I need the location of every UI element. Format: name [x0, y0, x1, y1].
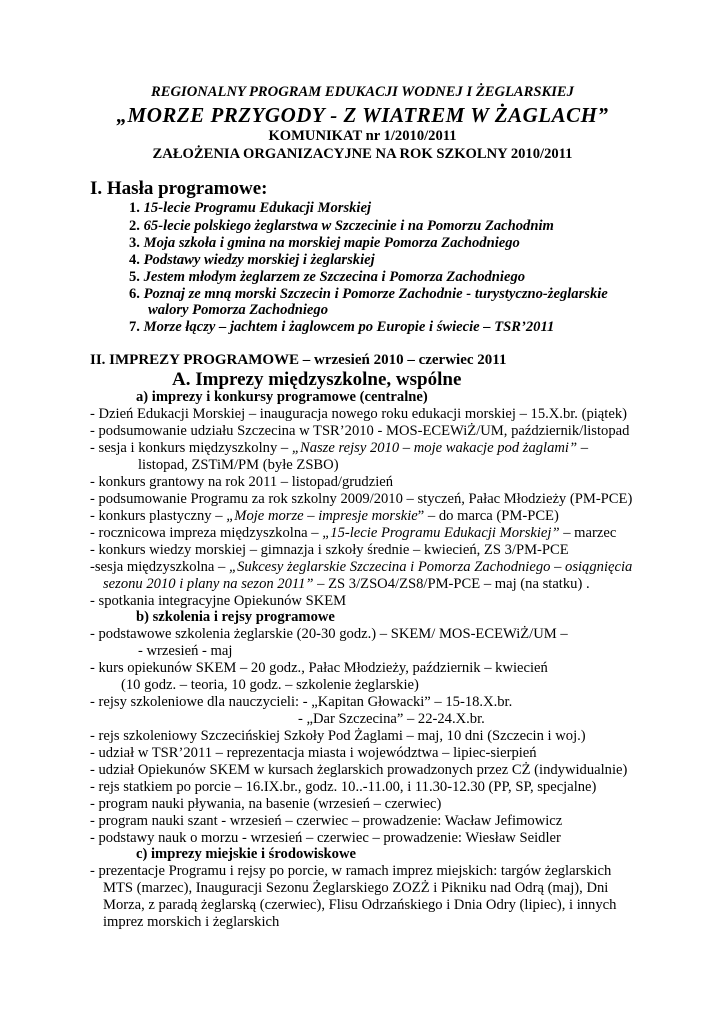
city-event-line-continuation: imprez morskich i żeglarskich: [103, 914, 280, 930]
subsection-a-c-heading: c) imprezy miejskie i środowiskowe: [136, 846, 356, 862]
event-line-continuation: sezonu 2010 i plany na sezon 2011” – ZS 3/ZSO4/ZS8/PM-PCE – maj (na statku) .: [103, 576, 590, 592]
event-line: - konkurs wiedzy morskiej – gimnazja i szkoły średnie – kwiecień, ZS 3/PM-PCE: [90, 542, 569, 558]
training-line: - program nauki szant - wrzesień – czerwiec – prowadzenie: Wacław Jefimowicz: [90, 813, 563, 829]
city-event-line: - prezentacje Programu i rejsy po porcie, w ramach imprez miejskich: targów żeglarskich: [90, 863, 612, 879]
event-line: - podsumowanie Programu za rok szkolny 2009/2010 – styczeń, Pałac Młodzieży (PM-PCE): [90, 491, 633, 507]
training-line: - rejsy szkoleniowe dla nauczycieli: - „Kapitan Głowacki” – 15-18.X.br.: [90, 694, 513, 710]
city-event-line-continuation: Morza, z paradą żeglarską (czerwiec), Flisu Odrzańskiego i Dnia Odry (lipiec), i innych: [103, 897, 617, 913]
training-line: - udział w TSR’2011 – reprezentacja miasta i województwa – lipiec-sierpień: [90, 745, 537, 761]
slogan-item: 6. Poznaj ze mną morski Szczecin i Pomorze Zachodnie - turystyczno-żeglarskie: [129, 286, 608, 302]
slogan-item: 4. Podstawy wiedzy morskiej i żeglarskiej: [129, 252, 375, 268]
slogan-item-continuation: walory Pomorza Zachodniego: [148, 302, 328, 318]
training-line: - podstawowe szkolenia żeglarskie (20-30 godz.) – SKEM/ MOS-ECEWiŻ/UM –: [90, 626, 568, 642]
event-line: - konkurs plastyczny – „Moje morze – impresje morskie” – do marca (PM-PCE): [90, 508, 559, 524]
training-line-continuation: - „Dar Szczecina” – 22-24.X.br.: [298, 711, 485, 727]
event-line: - spotkania integracyjne Opiekunów SKEM: [90, 593, 347, 609]
training-line-continuation: (10 godz. – teoria, 10 godz. – szkolenie żeglarskie): [121, 677, 419, 693]
training-line: - udział Opiekunów SKEM w kursach żeglarskich prowadzonych przez CŻ (indywidualnie): [90, 762, 628, 778]
slogan-item: 3. Moja szkoła i gmina na morskiej mapie Pomorza Zachodniego: [129, 235, 520, 251]
slogan-item: 7. Morze łączy – jachtem i żaglowcem po Europie i świecie – TSR’2011: [129, 319, 555, 335]
slogan-item: 1. 15-lecie Programu Edukacji Morskiej: [129, 200, 372, 216]
event-line-continuation: listopad, ZSTiM/PM (byłe ZSBO): [138, 457, 339, 473]
subsection-a-a-heading: a) imprezy i konkursy programowe (centralne): [136, 389, 428, 405]
training-line-continuation: - wrzesień - maj: [138, 643, 233, 659]
event-line: - rocznicowa impreza międzyszkolna – „15-lecie Programu Edukacji Morskiej” – marzec: [90, 525, 617, 541]
training-line: - rejs statkiem po porcie – 16.IX.br., godz. 10..-11.00, i 11.30-12.30 (PP, SP, specjalne): [90, 779, 597, 795]
training-line: - podstawy nauk o morzu - wrzesień – czerwiec – prowadzenie: Wiesław Seidler: [90, 830, 561, 846]
event-line: - konkurs grantowy na rok 2011 – listopad/grudzień: [90, 474, 394, 490]
city-event-line-continuation: MTS (marzec), Inauguracji Sezonu Żeglarskiego ZOZŻ i Pikniku nad Odrą (maj), Dni: [103, 880, 609, 896]
program-name: REGIONALNY PROGRAM EDUKACJI WODNEJ I ŻEGLARSKIEJ: [151, 84, 574, 100]
section-2-heading: II. IMPREZY PROGRAMOWE – wrzesień 2010 – czerwiec 2011: [90, 352, 507, 368]
organizational-assumptions-title: ZAŁOŻENIA ORGANIZACYJNE NA ROK SZKOLNY 2010/2011: [152, 146, 573, 162]
event-line: - podsumowanie udziału Szczecina w TSR’2010 - MOS-ECEWiŻ/UM, październik/listopad: [90, 423, 630, 439]
komunikat-number: KOMUNIKAT nr 1/2010/2011: [268, 128, 457, 144]
training-line: - rejs szkoleniowy Szczecińskiej Szkoły Pod Żaglami – maj, 10 dni (Szczecin i woj.): [90, 728, 586, 744]
event-line: - Dzień Edukacji Morskiej – inauguracja nowego roku edukacji morskiej – 15.X.br. (piątek): [90, 406, 627, 422]
slogan-item: 2. 65-lecie polskiego żeglarstwa w Szczecinie i na Pomorzu Zachodnim: [129, 218, 554, 234]
program-title: „MORZE PRZYGODY - Z WIATREM W ŻAGLACH”: [116, 103, 609, 127]
event-line: - sesja i konkurs międzyszkolny – „Nasze rejsy 2010 – moje wakacje pod żaglami” –: [90, 440, 589, 456]
training-line: - program nauki pływania, na basenie (wrzesień – czerwiec): [90, 796, 442, 812]
slogan-item: 5. Jestem młodym żeglarzem ze Szczecina i Pomorza Zachodniego: [129, 269, 526, 285]
subsection-a-heading: A. Imprezy międzyszkolne, wspólne: [172, 369, 462, 390]
section-1-heading: I. Hasła programowe:: [90, 178, 268, 199]
event-line: -sesja międzyszkolna – „Sukcesy żeglarskie Szczecina i Pomorza Zachodniego – osiągnięcia: [90, 559, 633, 575]
subsection-a-b-heading: b) szkolenia i rejsy programowe: [136, 609, 335, 625]
training-line: - kurs opiekunów SKEM – 20 godz., Pałac Młodzieży, październik – kwiecień: [90, 660, 548, 676]
